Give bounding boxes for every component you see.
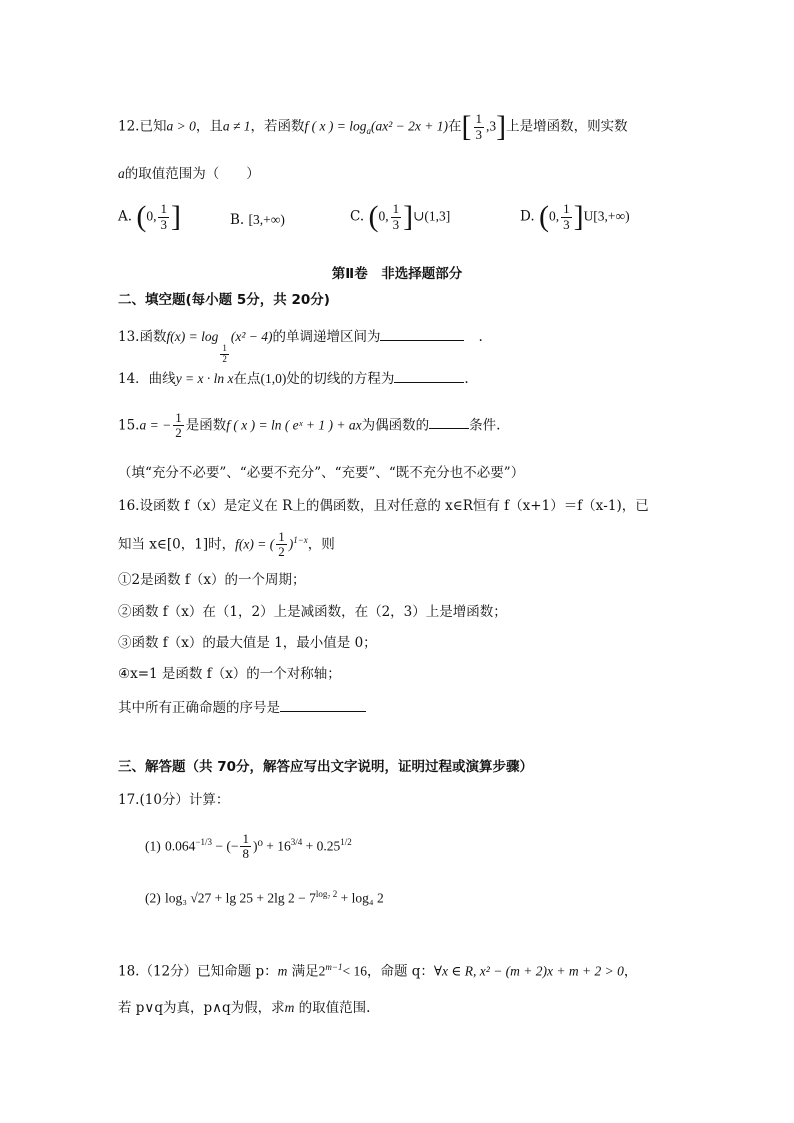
q13-end: . [478,329,483,345]
option-a-label: A. [118,208,133,225]
q17-header: 17.(10分）计算： [118,792,230,808]
q17-p2-exp: log₇ 2 [315,889,338,899]
option-d-math: 0, [548,208,560,224]
option-d-tail: U[3,+∞) [583,208,630,224]
q17-p2-label: (2) [145,890,161,906]
q12-option-a [118,202,181,232]
q15-prefix: 15. [118,417,140,434]
q12-var: a [118,166,125,181]
q15-math-a: a = − [139,417,172,433]
q16-line2-prefix: 知当 x∈[0，1]时， [118,536,236,553]
q16-answer [118,699,366,716]
q16-answer-text: 其中所有正确命题的序号是 [118,700,280,716]
q12-tail: 上是增函数，则实数 [506,118,628,135]
q13-answer-blank[interactable] [380,328,464,341]
q13-text: 的单调递增区间为 [272,329,381,345]
q18-line2 [118,1001,370,1016]
q18-cond: 满足 [291,963,319,980]
q12-in-word: 在 [448,118,462,135]
q17-p1-d-exp: 1/2 [340,836,352,847]
q18-end: ， [623,963,638,980]
paren-left: ( [136,200,147,233]
q12-bracket-left: [ [461,110,472,143]
q16-line2: 知当 x∈[0，1]时，f(x) = ( $\frac{1}{2}$ )$^{1-x}$，则 [118,529,335,560]
q16-item4: ④x=1 是函数 f（x）的一个对称轴； [118,666,341,682]
q17-p1-b: − (− [212,838,239,854]
q13-arg: (x² − 4) [230,329,273,344]
q17-p1-d: + 0.25 [302,838,341,854]
q12-func-sub: a [366,126,372,137]
q14-end: . [464,371,469,387]
section2-title: 二、填空题(每小题 5分，共 20分) [118,292,330,308]
q12-sep1: ，且 [195,118,223,135]
q17-p1-c: )⁰ + 16 [252,838,291,854]
option-c-math: 0, [378,208,389,224]
option-d-label: D. [520,208,535,225]
q18-ineq-exp: m−1 [325,962,343,972]
q14 [118,370,469,387]
q14-point: (1,0) [260,371,287,386]
q14-mid: 在点 [233,371,261,387]
q18-mid: ，命题 q： [366,963,434,980]
q12-bracket-right: ] [496,110,507,143]
q15-func: f ( x ) = ln ( eˣ + 1 ) + ax [226,417,362,433]
q12-line1 [118,112,628,142]
q12-option-b [230,213,285,228]
q17-p1-a-exp: −1/3 [195,836,212,847]
q17-p1-c-exp: 3/4 [290,836,303,847]
q15-tail: 条件. [469,417,501,434]
q18-prefix: 18.（12分）已知命题 p： [118,963,278,980]
paren-left: ( [538,200,549,233]
bracket-right: ] [573,200,584,233]
q15-answer-blank[interactable] [429,416,469,429]
q18-var: m [284,1000,295,1015]
q17-p1-a: 0.064 [165,838,196,854]
q16-line2-math: f(x) = ( [235,536,275,552]
option-a-fraction: $\frac{1}{3}$ [160,201,167,232]
part2-title: 第Ⅱ卷 非选择题部分 [331,266,463,282]
q17-p2-math: log₃ √27 + lg 25 + 2lg 2 − 7 [165,890,316,906]
q15 [118,411,500,441]
q18-m: m [277,963,288,979]
q14-text: 处的切线的方程为 [286,371,395,387]
q14-answer-blank[interactable] [394,370,464,383]
q18-line2-text: 若 p∨q为真，p∧q为假，求 [118,1000,285,1016]
q16-item2: ②函数 f（x）在（1，2）上是减函数，在（2，3）上是增函数； [118,604,507,620]
q12-cond2: a ≠ 1 [222,118,251,134]
q15-text: 为偶函数的 [361,417,430,434]
q12-cond1: a > 0 [166,118,196,134]
q18-q-math: ∀x ∈ R, x² − (m + 2)x + m + 2 > 0 [433,963,624,979]
q12-option-c [350,202,450,232]
q16-item3: ③函数 f（x）的最大值是 1，最小值是 0； [118,635,377,651]
q12-option-d [520,202,630,232]
q17-p1-fraction: $\frac{1}{8}$ [242,831,249,862]
q12-prefix: 12.已知 [118,118,167,135]
q13-prefix: 13.函数 [118,329,167,345]
q15-fraction: $\frac{1}{2}$ [175,410,182,441]
q13-math: f(x) = log [166,329,219,344]
q18-ineq-tail: < 16 [342,963,367,979]
option-b-math: [3,+∞) [248,212,285,227]
q17-part1 [145,832,352,862]
q15-mid: 是函数 [185,417,227,434]
paren-left: ( [368,200,379,233]
section3-title: 三、解答题（共 70分，解答应写出文字说明，证明过程或演算步骤） [118,759,533,775]
q17-part2 [145,890,384,906]
option-b-label: B. [230,212,245,228]
option-c-label: C. [350,208,365,225]
q12-line2-text: 的取值范围为（ ） [124,166,260,182]
q17-p1-label: (1) [145,838,161,854]
q15-note: （填“充分不必要”、“必要不充分”、“充要”、“既不充分也不必要”） [118,465,525,481]
option-d-fraction: $\frac{1}{3}$ [563,201,570,232]
q12-func-arg: (ax² − 2x + 1) [371,118,449,134]
q16-line2-tail: ，则 [307,536,335,553]
option-a-math: 0, [146,208,157,224]
q17-p2-tail: + log₄ 2 [337,890,384,906]
q14-prefix: 14．曲线 [118,371,176,387]
q18-line1 [118,963,637,979]
q12-line2 [118,167,260,182]
q16-answer-blank[interactable] [280,699,366,712]
q12-interval-end: ,3 [486,118,497,134]
q18-line2-end: 的取值范围. [298,1000,371,1016]
q13 [118,328,483,365]
q18-ineq: 2 [318,963,326,979]
q16-line1: 16.设函数 f（x）是定义在 R上的偶函数，且对任意的 x∈R恒有 f（x+1）＝f（x‐1)，已 [118,498,649,514]
option-c-tail: ∪(1,3] [413,208,451,224]
q13-log-base: $\frac{1}{2}$ [222,343,227,364]
q12-interval-fraction: $\frac{1}{3}$ [475,111,483,142]
q16-item1: ①2是函数 f（x）的一个周期； [118,572,306,588]
q16-exponent: 1−x [293,534,308,545]
bracket-right: ] [170,200,181,233]
option-c-fraction: $\frac{1}{3}$ [392,201,400,232]
bracket-right: ] [403,200,414,233]
q12-func: f ( x ) = log [304,118,367,134]
q12-sep2: ，若函数 [250,118,305,135]
q16-fraction: $\frac{1}{2}$ [278,529,285,560]
q14-math: y = x · ln x [175,371,234,386]
